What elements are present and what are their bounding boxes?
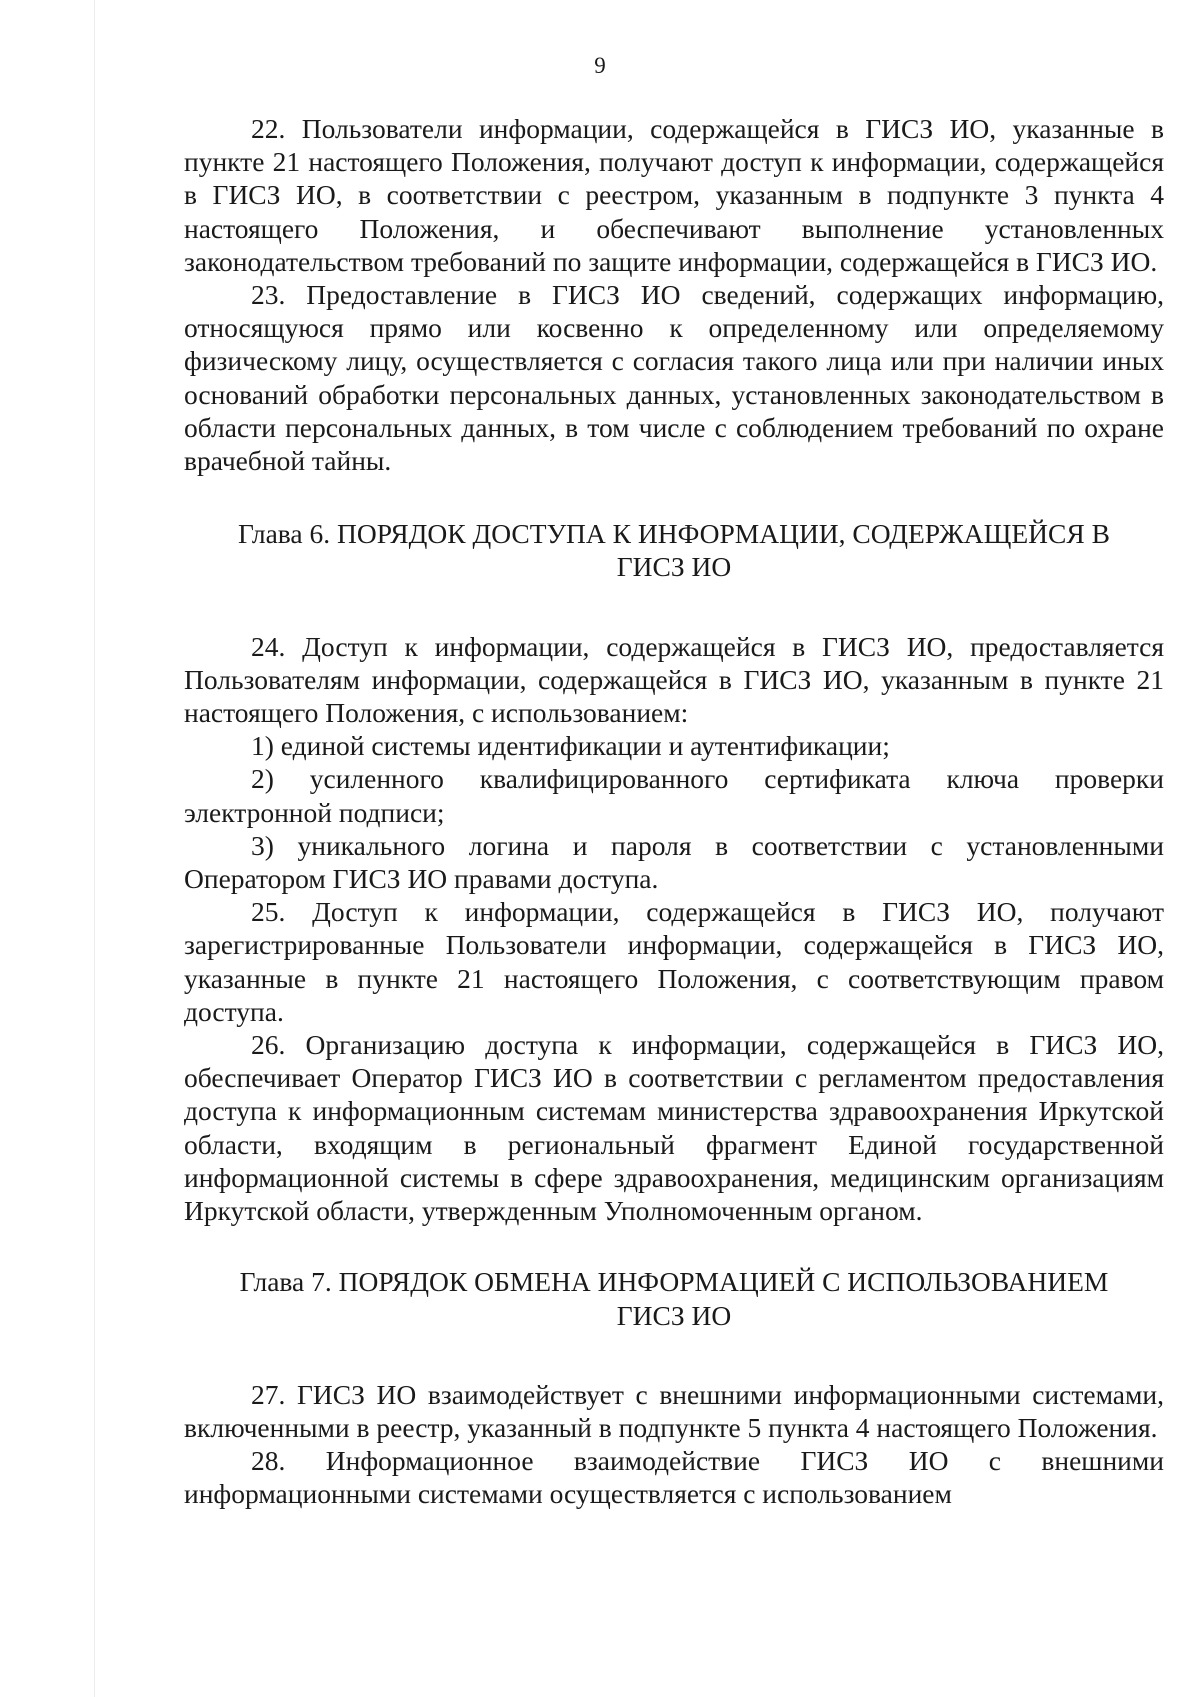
paragraph-28: 28. Информационное взаимодействие ГИСЗ ИО с внешними информационными системами осуществляется с использованием [184, 1445, 1164, 1510]
paragraph-24: 24. Доступ к информации, содержащейся в ГИСЗ ИО, предоставляется Пользователям информации, содержащейся в ГИСЗ ИО, указанным в пункте 21 настоящего Положения, с использованием: [184, 630, 1164, 729]
chapter-7-heading-line1: Глава 7. ПОРЯДОК ОБМЕНА ИНФОРМАЦИЕЙ С ИСПОЛЬЗОВАНИЕМ [239, 1266, 1109, 1298]
paragraph-23: 23. Предоставление в ГИСЗ ИО сведений, содержащих информацию, относящуюся прямо или косвенно к определенному или определяемому физическому лицу, осуществляется с согласия такого лица или при наличии иных оснований обработки персональных данных, установленных законодательством в области персональных данных, в том числе с соблюдением требований по охране врачебной тайны. [184, 279, 1164, 477]
paragraph-24-item-3: 3) уникального логина и пароля в соответствии с установленными Оператором ГИСЗ ИО правами доступа. [184, 829, 1164, 895]
paragraph-24-item-2: 2) усиленного квалифицированного сертификата ключа проверки электронной подписи; [184, 763, 1164, 828]
paragraph-25: 25. Доступ к информации, содержащейся в ГИСЗ ИО, получают зарегистрированные Пользователи информации, содержащейся в ГИСЗ ИО, указанные в пункте 21 настоящего Положения, с соответствующим правом доступа. [184, 896, 1164, 1027]
paragraph-24-item-1: 1) единой системы идентификации и аутентификации; [251, 730, 890, 762]
paragraph-27: 27. ГИСЗ ИО взаимодействует с внешними информационными системами, включенными в реестр, указанный в подпункте 5 пункта 4 настоящего Положения. [184, 1378, 1164, 1443]
document-body [184, 112, 1164, 1511]
page-number: 9 [594, 53, 606, 78]
chapter-6-heading-line2: ГИСЗ ИО [616, 551, 732, 583]
chapter-6-heading [184, 517, 1164, 583]
chapter-7-heading [184, 1265, 1164, 1331]
chapter-6-heading-line1: Глава 6. ПОРЯДОК ДОСТУПА К ИНФОРМАЦИИ, СОДЕРЖАЩЕЙСЯ В [238, 518, 1110, 550]
scan-edge-line [94, 0, 95, 1697]
paragraph-22: 22. Пользователи информации, содержащейся в ГИСЗ ИО, указанные в пункте 21 настоящего Положения, получают доступ к информации, содержащейся в ГИСЗ ИО, в соответствии с реестром, указанным в подпункте 3 пункта 4 настоящего Положения, и обеспечивают выполнение установленных законодательством требований по защите информации, содержащейся в ГИСЗ ИО. [184, 113, 1164, 277]
chapter-7-heading-line2: ГИСЗ ИО [616, 1299, 732, 1331]
paragraph-26: 26. Организацию доступа к информации, содержащейся в ГИСЗ ИО, обеспечивает Оператор ГИСЗ ИО в соответствии с регламентом предоставления доступа к информационным системам министерства здравоохранения Иркутской области, входящим в региональный фрагмент Единой государственной информационной системы в сфере здравоохранения, медицинским организациям Иркутской области, утвержденным Уполномоченным органом. [184, 1029, 1164, 1227]
